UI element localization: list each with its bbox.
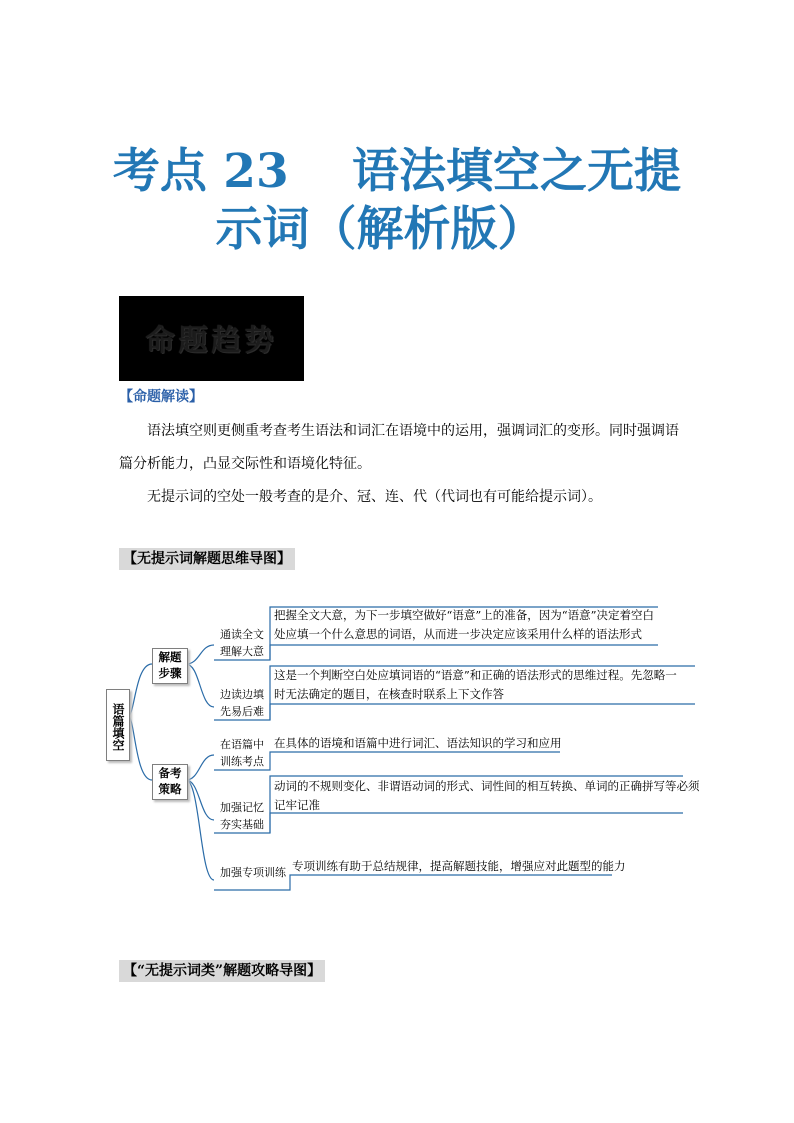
mindmap-leaf-memorize-basics: 加强记忆夯实基础 <box>220 801 264 831</box>
mindmap-desc-5: 专项训练有助于总结规律，提高解题技能，增强应对此题型的能力 <box>292 859 626 873</box>
page-title-line1: 考点 23 语法填空之无提 <box>112 144 682 199</box>
section-heading-strategy-map: 【“无提示词类”解题攻略导图】 <box>119 960 325 982</box>
section-heading-interpretation: 【命题解读】 <box>119 389 203 405</box>
paragraph-2: 无提示词的空处一般考查的是介、冠、连、代（代词也有可能给提示词）。 <box>147 489 602 505</box>
paragraph-1-line-1: 语法填空则更侧重考查考生语法和词汇在语境中的运用，强调词汇的变形。同时强调语 <box>147 423 679 439</box>
banner-label: 命题趋势 <box>145 323 278 357</box>
mindmap-branch-prep-strategy: 备考策略 <box>152 764 188 800</box>
section-heading-mindmap: 【无提示词解题思维导图】 <box>119 548 295 570</box>
mindmap-leaf-read-through: 通读全文理解大意 <box>220 628 264 658</box>
mindmap-desc-4-line-1: 动词的不规则变化、非谓语动词的形式、词性间的相互转换、单词的正确拼写等必须 <box>274 779 700 793</box>
mindmap-leaf-practice-in-text: 在语篇中训练考点 <box>220 738 264 768</box>
mindmap-leaf-special-training: 加强专项训练 <box>220 866 286 879</box>
paragraph-1-line-2: 篇分析能力，凸显交际性和语境化特征。 <box>119 456 371 472</box>
mindmap-branch-solving-steps: 解题步骤 <box>152 648 188 684</box>
mindmap-desc-1-line-2: 处应填一个什么意思的词语，从而进一步决定应该采用什么样的语法形式 <box>274 627 642 641</box>
mindmap-leaf-read-and-fill: 边读边填先易后难 <box>220 688 264 718</box>
mindmap-desc-2-line-2: 时无法确定的题目，在核查时联系上下文作答 <box>274 687 504 701</box>
mindmap-root-node: 语篇填空 <box>106 689 130 761</box>
mindmap-desc-1-line-1: 把握全文大意，为下一步填空做好“语意”上的准备，因为“语意”决定着空白 <box>274 608 655 622</box>
mindmap-desc-4-line-2: 记牢记准 <box>274 798 320 812</box>
page-title-line2: 示词（解析版） <box>215 202 545 257</box>
mindmap-desc-2-line-1: 这是一个判断空白处应填词语的“语意”和正确的语法形式的思维过程。先忽略一 <box>274 668 677 682</box>
mindmap-desc-3: 在具体的语境和语篇中进行词汇、语法知识的学习和应用 <box>274 736 562 750</box>
